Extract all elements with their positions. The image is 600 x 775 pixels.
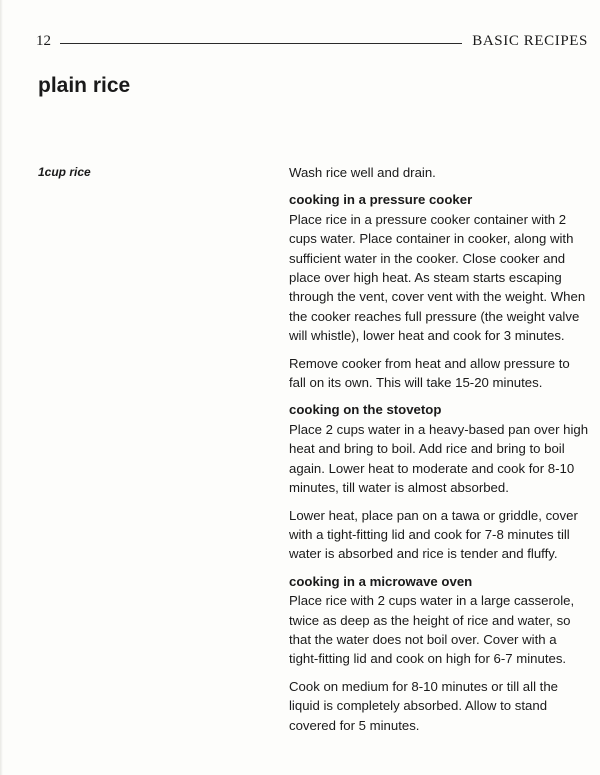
stovetop-step: Place 2 cups water in a heavy-based pan over high heat and bring to boil. Add rice and bring to boil again. Lower heat to moderate and cook for 8-10 minutes, till water is almost absorbed. — [289, 421, 589, 496]
page-number: 12 — [36, 33, 51, 49]
microwave-heading: cooking in a microwave oven — [289, 573, 473, 589]
microwave-step: Place rice with 2 cups water in a large casserole, twice as deep as the height of rice and water, so that the water does not boil over. Cover with a tight-fitting lid and cook on high for 6-7 minutes. — [289, 593, 575, 667]
stovetop-step: Lower heat, place pan on a tawa or griddle, cover with a tight-fitting lid and cook for 7-8 minutes till water is absorbed and rice is tender and fluffy. — [289, 507, 578, 562]
section-title: BASIC RECIPES — [472, 33, 588, 49]
microwave-step: Cook on medium for 8-10 minutes or till all the liquid is completely absorbed. Allow to stand covered for 5 minutes. — [289, 678, 558, 733]
scan-edge — [0, 0, 3, 775]
intro-step: Wash rice well and drain. — [289, 165, 436, 180]
method-column — [289, 163, 589, 743]
header-rule — [60, 43, 462, 44]
pressure-cooker-step: Place rice in a pressure cooker container with 2 cups water. Place container in cooker, along with sufficient water in the cooker. Close cooker and place over high heat. As steam starts escaping through the vent, cover vent with the weight. When the cooker reaches full pressure (the weight valve will whistle), lower heat and cook for 3 minutes. — [289, 211, 586, 344]
stovetop-heading: cooking on the stovetop — [289, 402, 442, 418]
ingredient-list: 1cup rice — [38, 165, 91, 179]
pressure-cooker-step: Remove cooker from heat and allow pressure to fall on its own. This will take 15-20 minutes. — [289, 355, 570, 391]
recipe-title: plain rice — [38, 74, 131, 97]
pressure-cooker-heading: cooking in a pressure cooker — [289, 192, 473, 208]
running-header — [36, 33, 588, 55]
